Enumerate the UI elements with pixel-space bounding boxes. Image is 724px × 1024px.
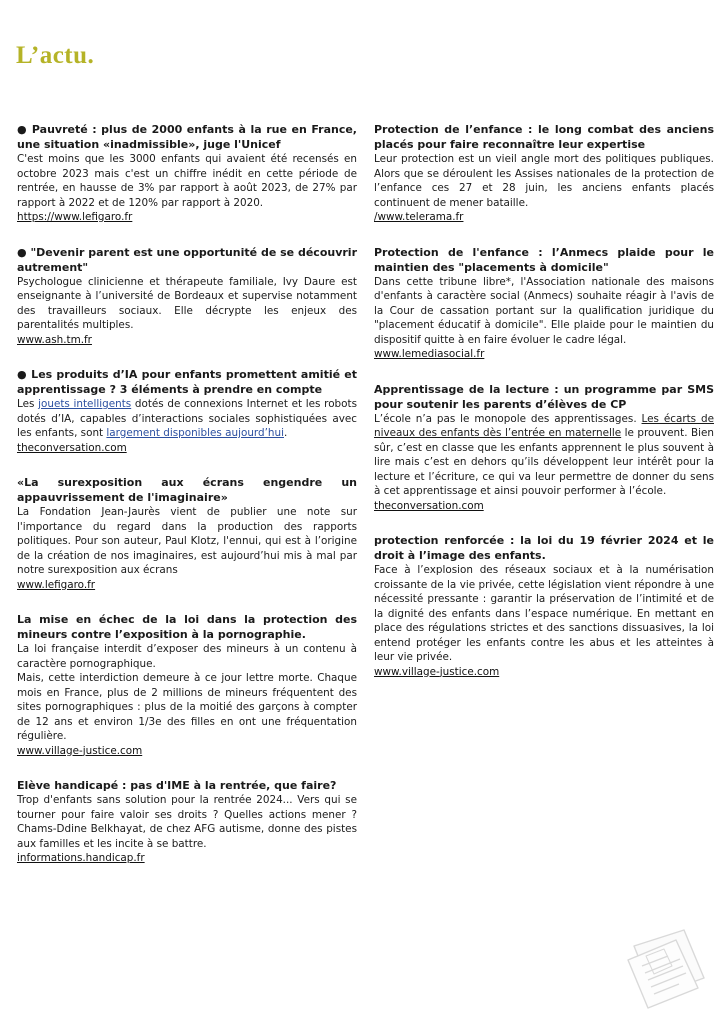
article-body: Trop d'enfants sans solution pour la rentrée 2024... Vers qui se tourner pour faire valoir ses droits ? Quelles actions mener ? Chams-Ddine Belkhayat, de chez AFG autisme, donne des pistes aux familles et les incite à se battre. bbox=[17, 794, 357, 850]
article-body: Mais, cette interdiction demeure à ce jour lettre morte. Chaque mois en France, plus de 2 millions de mineurs fréquentent des sites pornographiques : plus de la moitié des garçons à compter de 12 ans et environ 1/3e des filles en ont une fréquentation régulière. bbox=[17, 672, 357, 742]
body-text: dotés de connexions Internet et les robots dotés d’IA, capables d’interactions sociales sophistiquées avec les enfants, sont bbox=[17, 398, 357, 439]
right-column bbox=[374, 122, 714, 699]
article-produits-ia bbox=[17, 367, 357, 455]
article-body: Face à l’explosion des réseaux sociaux et à la numérisation croissante de la vie privée, cette législation vient répondre à une nécessité pressante : garantir la préservation de l’intimité et de la dignité des enfants dans l’espace numérique. En mettant en place des régulations strictes et des sanctions dissuasives, la loi entend protéger les enfants contre les abus et les atteintes à leur vie privée. bbox=[374, 564, 714, 663]
article-protection-mineurs bbox=[17, 612, 357, 758]
article-source-link[interactable]: www.lemediasocial.fr bbox=[374, 348, 485, 360]
body-text: le prouvent. Bien sûr, c’est en classe que les enfants apprennent le plus souvent à lire mais c’est en dehors qu’ils développent leur intérêt pour la lecture et l’écriture, ce qui va leur permettre de donner du sens à cet apprentissage et ainsi pouvoir performer à l’école. bbox=[374, 427, 714, 497]
article-source-link[interactable]: theconversation.com bbox=[374, 499, 484, 512]
body-text: Les bbox=[17, 398, 39, 410]
article-source-link[interactable]: theconversation.com bbox=[17, 441, 127, 454]
inline-link-ecarts-niveaux[interactable]: Les écarts de niveaux des enfants dès l’entrée en maternelle bbox=[374, 412, 714, 439]
article-headline: La mise en échec de la loi dans la protection des mineurs contre l’exposition à la pornographie. bbox=[17, 613, 357, 641]
article-source-link[interactable]: www.lefigaro.fr bbox=[17, 578, 96, 591]
article-headline: Protection de l'enfance : l’Anmecs plaide pour le maintien des "placements à domicile" bbox=[374, 245, 714, 274]
article-headline: Elève handicapé : pas d'IME à la rentrée, que faire? bbox=[17, 779, 337, 792]
article-body bbox=[374, 412, 714, 499]
article-body: Leur protection est un vieil angle mort des politiques publiques. Alors que se déroulent les Assises nationales de la protection de l’enfance ces 27 et 28 juin, les anciens enfants placés continuent de mener bataille. bbox=[374, 153, 714, 209]
article-body: La loi française interdit d’exposer des mineurs à un contenu à caractère pornographique. bbox=[17, 643, 357, 670]
article-source-link[interactable]: informations.handicap.fr bbox=[17, 852, 145, 864]
article-body bbox=[17, 397, 357, 441]
body-text: L’école n’a pas le monopole des apprentissages. bbox=[374, 412, 642, 425]
article-body: La Fondation Jean-Jaurès vient de publier une note sur l'importance du regard dans la production des rapports politiques. Pour son auteur, Paul Klotz, l'ennui, qui est à l’origine de la création de nos imaginaires, est aujourd’hui mis à mal par notre surexposition aux écrans bbox=[17, 506, 357, 576]
article-headline: ● Les produits d’IA pour enfants promettent amitié et apprentissage ? 3 éléments à prendre en compte bbox=[17, 368, 357, 396]
article-body: C'est moins que les 3000 enfants qui avaient été recensés en octobre 2023 mais c'est un chiffre inédit en cette période de rentrée, en hausse de 3% par rapport à août 2023, de 27% par rapport à 2022 et de 120% par rapport à 2020. bbox=[17, 153, 357, 209]
article-source-link[interactable]: /www.telerama.fr bbox=[374, 211, 464, 223]
page-title: L’actu. bbox=[16, 42, 95, 69]
article-headline: «La surexposition aux écrans engendre un appauvrissement de l'imaginaire» bbox=[17, 476, 357, 504]
article-eleve-handicape bbox=[17, 778, 357, 866]
newspaper-icon bbox=[624, 916, 710, 1012]
article-headline: Protection de l’enfance : le long combat des anciens placés pour faire reconnaître leur expertise bbox=[374, 123, 714, 151]
article-pauvrete bbox=[17, 122, 357, 225]
article-source-link[interactable]: www.ash.tm.fr bbox=[17, 333, 92, 346]
inline-link-jouets[interactable]: jouets intelligents bbox=[38, 398, 132, 410]
article-headline: ● "Devenir parent est une opportunité de se découvrir autrement" bbox=[17, 245, 357, 274]
article-surexposition-ecrans bbox=[17, 475, 357, 592]
article-devenir-parent bbox=[17, 245, 357, 348]
article-source-link[interactable]: www.village-justice.com bbox=[374, 665, 500, 678]
article-body: Psychologue clinicienne et thérapeute familiale, Ivy Daure est enseignante à l’université de Bordeaux et supervise notamment des travailleurs sociaux. Elle décrypte les enjeux des parentalités multiples. bbox=[17, 275, 357, 331]
body-text: . bbox=[283, 427, 288, 439]
article-source-link[interactable]: www.village-justice.com bbox=[17, 744, 143, 757]
article-apprentissage-lecture bbox=[374, 382, 714, 514]
article-headline: ● Pauvreté : plus de 2000 enfants à la rue en France, une situation «inadmissible», juge l'Unicef bbox=[17, 123, 357, 151]
article-anciens-places bbox=[374, 122, 714, 225]
left-column bbox=[17, 122, 357, 886]
article-body: Dans cette tribune libre*, l'Association nationale des maisons d'enfants à caractère social (Anmecs) souhaite réagir à l'avis de la Cour de cassation portant sur la qualification juridique du "placement éducatif à domicile". Elle plaide pour le maintien du dispositif quitte à en faire évoluer le cadre légal. bbox=[374, 275, 714, 346]
inline-link-disponibles[interactable]: largement disponibles aujourd’hui bbox=[106, 427, 284, 439]
article-source-link[interactable]: https://www.lefigaro.fr bbox=[17, 211, 133, 223]
article-anmecs bbox=[374, 245, 714, 362]
article-droit-image bbox=[374, 533, 714, 679]
article-headline: protection renforcée : la loi du 19 février 2024 et le droit à l’image des enfants. bbox=[374, 534, 714, 562]
article-headline: Apprentissage de la lecture : un programme par SMS pour soutenir les parents d’élèves de CP bbox=[374, 382, 714, 411]
